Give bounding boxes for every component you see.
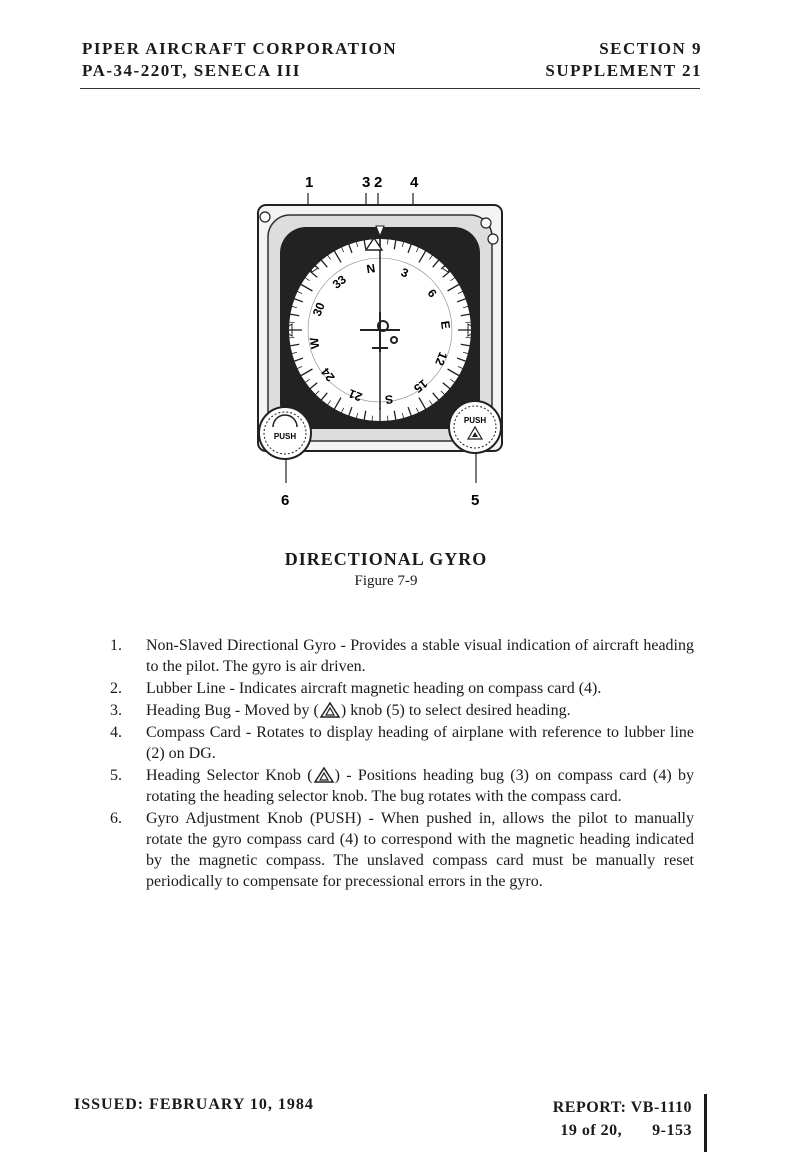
- screw-top-left: [260, 212, 270, 222]
- report-number: REPORT: VB-1110: [552, 1099, 692, 1116]
- svg-text:PUSH: PUSH: [463, 416, 487, 425]
- page-number: 9-153: [652, 1122, 692, 1139]
- page-info: [553, 1119, 692, 1142]
- callout-3: 3: [362, 174, 371, 191]
- callout-4: 4: [410, 174, 419, 191]
- dial-label: 15: [411, 376, 431, 396]
- dial-label: 12: [432, 349, 451, 368]
- list-item: 3. Heading Bug - Moved by ( ) knob (5) to select desired heading.: [110, 702, 571, 719]
- dial-label: 33: [329, 272, 349, 292]
- figure-number: Figure 7-9: [354, 573, 418, 589]
- header-supplement: SUPPLEMENT 21: [545, 61, 702, 80]
- footer-report: [553, 1096, 692, 1142]
- heading-bug-icon: [319, 701, 341, 719]
- gyro-adjustment-knob: [259, 407, 311, 459]
- directional-gyro-figure: [250, 165, 510, 510]
- header-model: PA-34-220T, SENECA III: [82, 61, 301, 80]
- list-item: 1. Non-Slaved Directional Gyro - Provides a stable visual indication of aircraft heading to the pilot. The gyro is air driven.: [110, 637, 694, 675]
- figure-title: DIRECTIONAL GYRO: [284, 549, 488, 569]
- dial-label: E: [437, 319, 453, 330]
- header-right: [545, 38, 702, 82]
- callout-6: 6: [281, 492, 290, 509]
- list-item: 2. Lubber Line - Indicates aircraft magnetic heading on compass card (4).: [110, 680, 602, 697]
- header-company: PIPER AIRCRAFT CORPORATION: [82, 39, 398, 58]
- header-left: [82, 38, 397, 82]
- issued-date: ISSUED: FEBRUARY 10, 1984: [74, 1096, 314, 1113]
- callout-1: 1: [305, 174, 314, 191]
- svg-text:PUSH: PUSH: [273, 432, 297, 441]
- dial-label: S: [384, 391, 395, 407]
- dial-label: W: [306, 336, 323, 350]
- screw-top-right: [481, 218, 491, 228]
- header-section: SECTION 9: [599, 39, 702, 58]
- callout-2: 2: [374, 174, 383, 191]
- page-of: 19 of 20,: [560, 1122, 623, 1139]
- dial-label: 21: [346, 386, 365, 405]
- dial-label: 3: [398, 265, 411, 281]
- header-rule: [80, 88, 700, 89]
- heading-selector-knob: [449, 401, 501, 453]
- heading-bug-icon: [313, 766, 335, 784]
- callout-5: 5: [471, 492, 480, 509]
- dial-label: N: [365, 261, 377, 277]
- revision-bar: [704, 1094, 707, 1152]
- dial-label: 30: [309, 300, 328, 319]
- dial-label: 6: [424, 286, 440, 301]
- item-list: [110, 635, 694, 893]
- list-item: 4. Compass Card - Rotates to display heading of airplane with reference to lubber line (2) on DG.: [110, 724, 694, 762]
- list-item: 5. Heading Selector Knob ( ) - Positions heading bug (3) on compass card (4) by rotating the heading selector knob. The bug rotates with the compass card.: [110, 767, 694, 805]
- list-item: 6. Gyro Adjustment Knob (PUSH) - When pushed in, allows the pilot to manually rotate the gyro compass card (4) to correspond with the magnetic heading indicated by the magnetic compass. The unslaved compass card must be manually reset periodically to compensate for precessional errors in the gyro.: [110, 810, 694, 890]
- dial-label: 24: [318, 365, 338, 385]
